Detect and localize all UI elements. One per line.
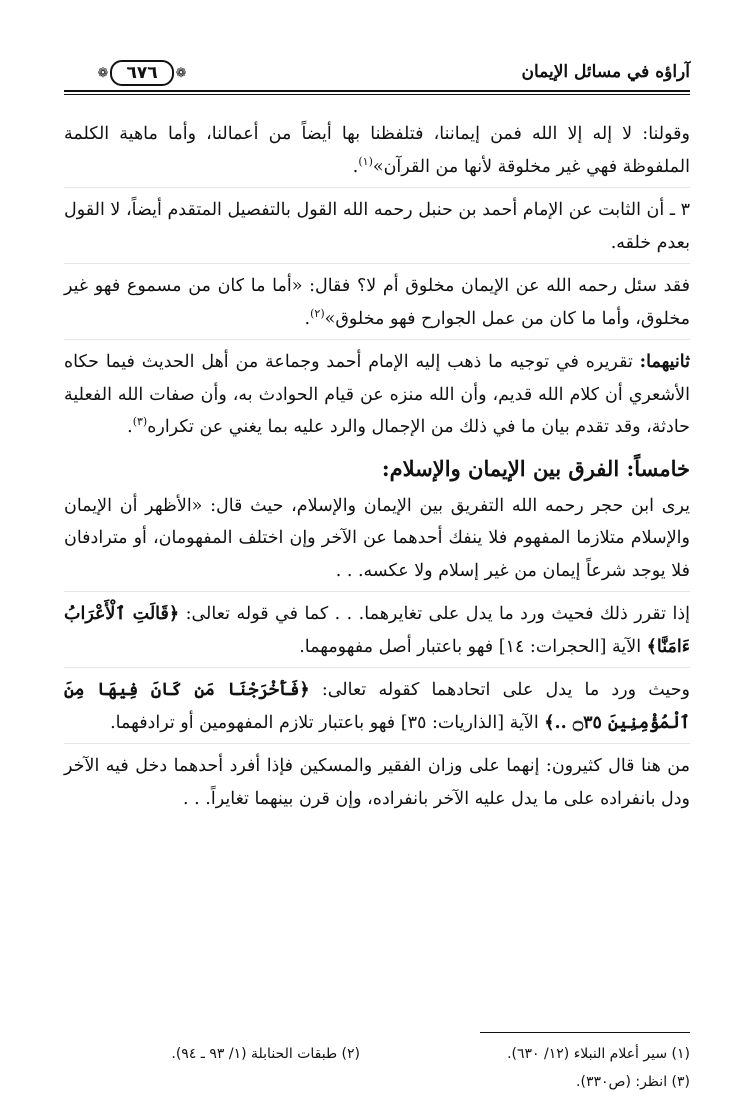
footnote: (٢) طبقات الحنابلة (١/ ٩٣ ـ ٩٤). [171, 1046, 360, 1062]
footnote: (١) سير أعلام النبلاء (١٢/ ٦٣٠). [507, 1046, 690, 1062]
paragraph: وقولنا: لا إله إلا الله فمن إيماننا، فتلفظنا بها أيضاً من أعمالنا، وأما ماهية الكلمة الملفوظة فهي غير مخلوقة لأنها من القرآن»$^{(١)}$. [64, 118, 690, 188]
footnote-row [64, 1068, 690, 1096]
page-number: ٦٧٦ [110, 60, 173, 86]
paragraph-lead: ثانيهما: [639, 352, 690, 372]
footnotes [64, 1040, 690, 1096]
footnote-ref: (٣) [132, 415, 148, 429]
footnote: (٣) انظر: (ص٣٣٠). [576, 1074, 690, 1090]
footnote-rule [480, 1032, 690, 1033]
paragraph: فقد سئل رحمه الله عن الإيمان مخلوق أم لا؟ فقال: «أما ما كان من مسموع فهو غير مخلوق، وأما ما كان من عمل الجوارح فهو مخلوق»$^{(٢)}$. [64, 270, 690, 340]
page-number-ornament [72, 58, 212, 88]
paragraph: من هنا قال كثيرون: إنهما على وزان الفقير والمسكين فإذا أفرد أحدهما دخل فيه الآخر ودل بانفراده على ما يدل عليه الآخر بانفراده، وإن قرن بينهما تغايراً. . . [64, 756, 690, 809]
paragraph: يرى ابن حجر رحمه الله التفريق بين الإيمان والإسلام، حيث قال: «الأظهر أن الإيمان والإسلام متلازما المفهوم فلا ينفك أحدهما عن الآخر وإن اختلف المفهومان، أو مترادفان فلا يوجد شرعاً إيمان من غير إسلام ولا عكسه. . . [64, 490, 690, 593]
running-title: آراؤه في مسائل الإيمان [521, 62, 690, 82]
header-rule-thin [64, 94, 690, 95]
paragraph: ثانيهما: تقريره في توجيه ما ذهب إليه الإمام أحمد وجماعة من أهل الحديث فيما حكاه الأشعري أن كلام الله قديم، وأن الله منزه عن قيام الحوادث به، وأن صفات الله الفعلية حادثة، وقد تقدم بيان ما في ذلك من الإجمال والرد عليه بما يغني عن تكراره$^{(٣)}$. [64, 352, 690, 437]
main-text [64, 118, 690, 821]
paragraph: ٣ ـ أن الثابت عن الإمام أحمد بن حنبل رحمه الله القول بالتفصيل المتقدم أيضاً، لا القول بعدم خلقه. [64, 194, 690, 264]
ornament-icon: ❁ [97, 65, 109, 81]
ornament-icon: ❁ [175, 65, 187, 81]
header-rule [64, 90, 690, 92]
section-heading: خامساً: الفرق بين الإيمان والإسلام: [381, 455, 690, 481]
paragraph: وحيث ورد ما يدل على اتحادهما كقوله تعالى: ﴿فَأَخْرَجْنَا مَن كَانَ فِيهَا مِنَ ٱلْمُؤْمِنِينَ ۝٣٥ ..﴾ الآية [الذاريات: ٣٥] فهو باعتبار تلازم المفهومين أو ترادفهما. [64, 674, 690, 744]
quran-verse: ﴿فَأَخْرَجْنَا مَن كَانَ فِيهَا مِنَ ٱلْمُؤْمِنِينَ ۝٣٥ ..﴾ [64, 680, 690, 733]
quran-verse: ﴿قَالَتِ ٱلْأَعْرَابُ ءَامَنَّا﴾ [64, 604, 690, 657]
page-header [64, 58, 690, 98]
footnote-ref: (١) [358, 154, 373, 168]
footnote-ref: (٢) [310, 306, 325, 320]
footnote-row [64, 1040, 690, 1068]
paragraph: إذا تقرر ذلك فحيث ورد ما يدل على تغايرهما. . . كما في قوله تعالى: ﴿قَالَتِ ٱلْأَعْرَابُ ءَامَنَّا﴾ الآية [الحجرات: ١٤] فهو باعتبار أصل مفهومهما. [64, 598, 690, 668]
